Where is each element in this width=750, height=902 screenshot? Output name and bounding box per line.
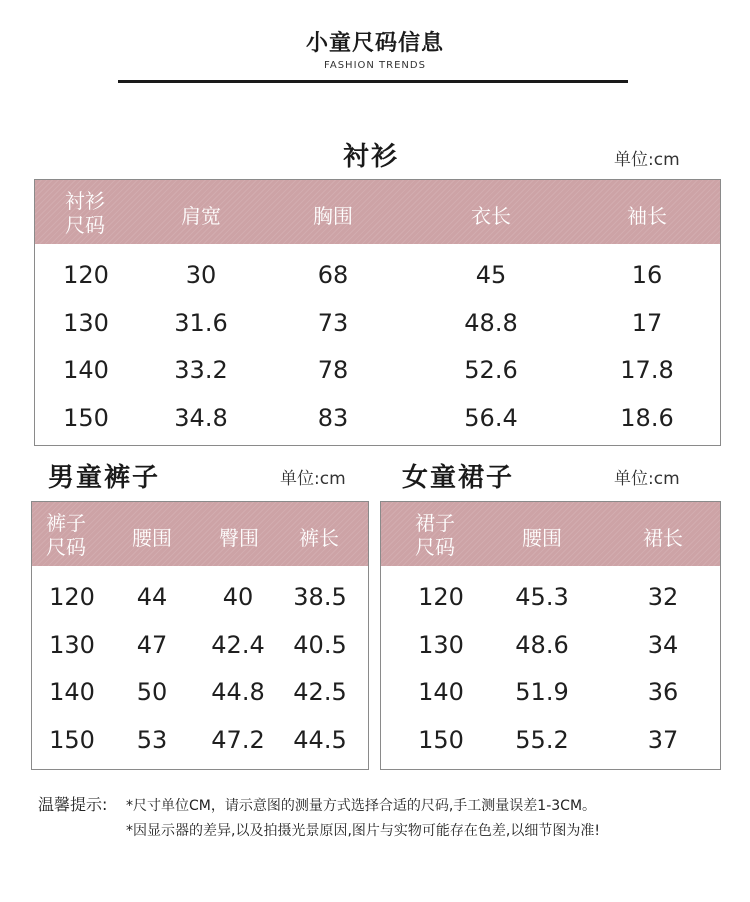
girls-skirt-section-title: 女童裙子 xyxy=(402,463,515,493)
waist-cell: 51.9 xyxy=(515,678,569,706)
column-header-shoulder: 肩宽 xyxy=(181,204,221,228)
length-cell: 56.4 xyxy=(464,404,518,432)
column-header-waist: 腰围 xyxy=(132,526,172,550)
length-cell: 52.6 xyxy=(464,356,518,384)
waist-cell: 47 xyxy=(136,631,168,659)
size-cell: 120 xyxy=(49,583,95,611)
size-cell: 120 xyxy=(63,261,109,289)
skirt-length-cell: 37 xyxy=(647,726,679,754)
shirt-unit-label: 单位:cm xyxy=(614,150,680,170)
waist-cell: 53 xyxy=(136,726,168,754)
tips-line-2: *因显示器的差异,以及拍摄光景原因,图片与实物可能存在色差,以细节图为准! xyxy=(126,823,600,839)
table-row xyxy=(35,251,720,299)
girls-skirt-unit-label: 单位:cm xyxy=(614,469,680,489)
table-row xyxy=(381,573,720,621)
waist-cell: 45.3 xyxy=(515,583,569,611)
hip-cell: 42.4 xyxy=(211,631,265,659)
table-row xyxy=(32,621,368,669)
size-cell: 120 xyxy=(418,583,464,611)
size-cell: 140 xyxy=(63,356,109,384)
size-cell: 130 xyxy=(49,631,95,659)
waist-cell: 50 xyxy=(136,678,168,706)
hip-cell: 44.8 xyxy=(211,678,265,706)
page-subtitle: FASHION TRENDS xyxy=(324,60,426,71)
table-header-row xyxy=(35,180,720,244)
boys-pants-size-table xyxy=(31,501,369,770)
shoulder-cell: 33.2 xyxy=(174,356,228,384)
skirt-length-cell: 32 xyxy=(647,583,679,611)
column-header-skirt-length: 裙长 xyxy=(643,526,683,550)
size-cell: 130 xyxy=(418,631,464,659)
table-row xyxy=(35,346,720,394)
chest-cell: 73 xyxy=(317,309,349,337)
size-column-header xyxy=(415,511,455,559)
column-header-hip: 臀围 xyxy=(219,526,259,550)
boys-pants-unit-label: 单位:cm xyxy=(280,469,346,489)
skirt-length-cell: 36 xyxy=(647,678,679,706)
size-header-line-2: 尺码 xyxy=(46,535,86,559)
pants-length-cell: 42.5 xyxy=(293,678,347,706)
size-header-line-1: 衬衫 xyxy=(65,189,105,213)
pants-length-cell: 38.5 xyxy=(293,583,347,611)
page-title: 小童尺码信息 xyxy=(305,31,444,56)
shoulder-cell: 34.8 xyxy=(174,404,228,432)
sleeve-cell: 16 xyxy=(631,261,663,289)
column-header-chest: 胸围 xyxy=(313,204,353,228)
tips-line-1: *尺寸单位CM，请示意图的测量方式选择合适的尺码,手工测量误差1-3CM。 xyxy=(126,798,597,814)
table-row xyxy=(32,573,368,621)
size-cell: 130 xyxy=(63,309,109,337)
column-header-sleeve: 袖长 xyxy=(627,204,667,228)
length-cell: 48.8 xyxy=(464,309,518,337)
hip-cell: 40 xyxy=(222,583,254,611)
shoulder-cell: 31.6 xyxy=(174,309,228,337)
column-header-pants-length: 裤长 xyxy=(299,526,339,550)
sleeve-cell: 18.6 xyxy=(620,404,674,432)
table-header-row xyxy=(381,502,720,566)
size-header-line-1: 裤子 xyxy=(46,511,86,535)
hip-cell: 47.2 xyxy=(211,726,265,754)
table-row xyxy=(381,668,720,716)
shirt-size-table xyxy=(34,179,721,446)
shirt-section-title: 衬衫 xyxy=(343,142,400,172)
chest-cell: 83 xyxy=(317,404,349,432)
column-header-waist: 腰围 xyxy=(522,526,562,550)
size-cell: 140 xyxy=(49,678,95,706)
skirt-length-cell: 34 xyxy=(647,631,679,659)
table-row xyxy=(32,716,368,764)
table-row xyxy=(381,716,720,764)
pants-length-cell: 40.5 xyxy=(293,631,347,659)
table-row xyxy=(35,394,720,442)
sleeve-cell: 17 xyxy=(631,309,663,337)
size-column-header xyxy=(65,189,105,237)
sleeve-cell: 17.8 xyxy=(620,356,674,384)
title-underline xyxy=(118,80,628,83)
size-column-header xyxy=(46,511,86,559)
column-header-length: 衣长 xyxy=(471,204,511,228)
length-cell: 45 xyxy=(475,261,507,289)
table-row xyxy=(32,668,368,716)
table-row xyxy=(381,621,720,669)
size-cell: 150 xyxy=(63,404,109,432)
size-cell: 150 xyxy=(49,726,95,754)
shoulder-cell: 30 xyxy=(185,261,217,289)
tips-label: 温馨提示: xyxy=(38,795,108,814)
boys-pants-section-title: 男童裤子 xyxy=(48,463,161,493)
table-row xyxy=(35,299,720,347)
chest-cell: 68 xyxy=(317,261,349,289)
waist-cell: 44 xyxy=(136,583,168,611)
size-cell: 140 xyxy=(418,678,464,706)
pants-length-cell: 44.5 xyxy=(293,726,347,754)
size-header-line-2: 尺码 xyxy=(415,535,455,559)
chest-cell: 78 xyxy=(317,356,349,384)
size-cell: 150 xyxy=(418,726,464,754)
table-header-row xyxy=(32,502,368,566)
girls-skirt-size-table xyxy=(380,501,721,770)
waist-cell: 55.2 xyxy=(515,726,569,754)
waist-cell: 48.6 xyxy=(515,631,569,659)
size-header-line-2: 尺码 xyxy=(65,213,105,237)
size-header-line-1: 裙子 xyxy=(415,511,455,535)
